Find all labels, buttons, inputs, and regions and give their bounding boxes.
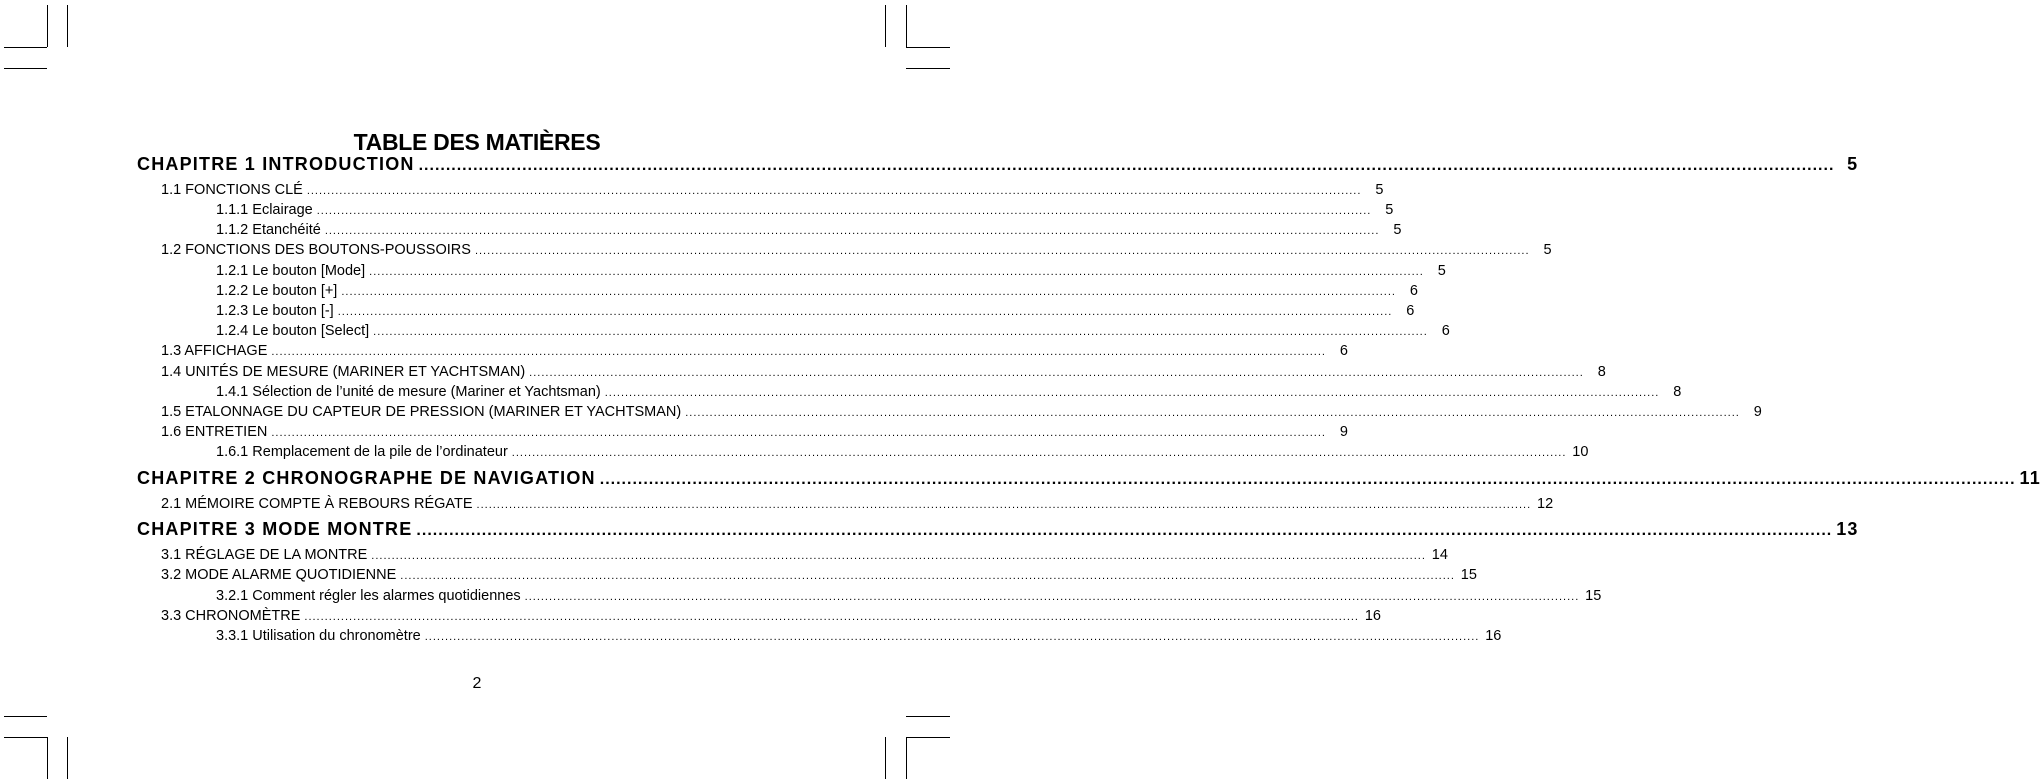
toc-page: 10 (1572, 444, 1589, 460)
toc-page: 15 (1460, 567, 1477, 583)
crop-mark (4, 68, 47, 69)
toc-label: 1.5 ETALONNAGE DU CAPTEUR DE PRESSION (MARINER ET YACHTSMAN) (161, 404, 682, 420)
toc-label: 2.1 MÉMOIRE COMPTE À REBOURS RÉGATE (161, 496, 473, 512)
toc-label: 1.4 UNITÉS DE MESURE (MARINER ET YACHTSMAN) (161, 364, 526, 380)
toc-leader: .................................................................................................................................................................................................................................................................... (324, 225, 1380, 237)
toc-page: 5 (1437, 263, 1446, 279)
toc-label: 3.2.1 Comment régler les alarmes quotidiennes (216, 588, 521, 604)
toc-page: 16 (1485, 628, 1502, 644)
toc-label: 1.2 FONCTIONS DES BOUTONS-POUSSOIRS (161, 242, 471, 258)
crop-mark (885, 5, 886, 47)
toc-page: 6 (1406, 303, 1415, 319)
toc-subentry[interactable] (216, 443, 1589, 461)
toc-label: CHAPITRE 2 CHRONOGRAPHE DE NAVIGATION (137, 468, 596, 488)
toc-leader: .................................................................................................................................................................................................................................................................... (529, 367, 1584, 379)
toc-leader: .................................................................................................................................................................................................................................................................... (511, 447, 1567, 459)
toc-label: 1.3 AFFICHAGE (161, 343, 268, 359)
toc-page: 9 (1753, 404, 1762, 420)
toc-label: 1.4.1 Sélection de l’unité de mesure (Mariner et Yachtsman) (216, 384, 601, 400)
toc-subentry[interactable] (216, 302, 1415, 320)
toc-leader: .................................................................................................................................................................................................................................................................... (400, 570, 1455, 582)
toc-entry[interactable] (161, 241, 1552, 259)
crop-mark (906, 737, 950, 738)
toc-page: 5 (1375, 182, 1384, 198)
toc-entry[interactable] (161, 342, 1348, 360)
toc-leader: .................................................................................................................................................................................................................................................................... (337, 306, 1393, 318)
toc-subentry[interactable] (216, 627, 1502, 645)
toc-entry[interactable] (161, 423, 1348, 441)
toc-page: 6 (1409, 283, 1418, 299)
toc-chapter-3[interactable] (137, 518, 1859, 540)
toc-label: 1.1.2 Etanchéité (216, 222, 321, 238)
toc-entry[interactable] (161, 546, 1448, 564)
toc-leader: .................................................................................................................................................................................................................................................................... (524, 591, 1580, 603)
toc-page: 6 (1339, 343, 1348, 359)
toc-leader: .................................................................................................................................................................................................................................................................... (271, 427, 1326, 439)
toc-subentry[interactable] (216, 262, 1446, 280)
toc-label: 1.1 FONCTIONS CLÉ (161, 182, 303, 198)
crop-mark (67, 737, 68, 779)
toc-leader: .................................................................................................................................................................................................................................................................... (474, 245, 1530, 257)
toc-page: 9 (1339, 424, 1348, 440)
toc-page: 5 (1385, 202, 1394, 218)
crop-mark (906, 47, 950, 48)
toc-leader: .................................................................................................................................................................................................................................................................... (476, 499, 1532, 511)
toc-label: 1.2.2 Le bouton [+] (216, 283, 338, 299)
toc-leader: .................................................................................................................................................................................................................................................................... (271, 346, 1326, 358)
toc-label: CHAPITRE 3 MODE MONTRE (137, 519, 413, 539)
toc-label: 3.3 CHRONOMÈTRE (161, 608, 301, 624)
toc-leader: .................................................................................................................................................................................................................................................................... (416, 522, 1833, 539)
crop-mark (47, 5, 48, 47)
toc-label: 1.2.3 Le bouton [-] (216, 303, 334, 319)
toc-leader: .................................................................................................................................................................................................................................................................... (604, 387, 1660, 399)
toc-page: 12 (1537, 496, 1554, 512)
toc-page: 5 (1543, 242, 1552, 258)
toc-leader: .................................................................................................................................................................................................................................................................... (599, 471, 2016, 488)
crop-mark (906, 5, 907, 47)
toc-leader: .................................................................................................................................................................................................................................................................... (418, 157, 1835, 174)
crop-mark (906, 68, 950, 69)
toc-entry[interactable] (161, 181, 1384, 199)
toc-chapter-1[interactable] (137, 153, 1859, 175)
toc-page: 8 (1673, 384, 1682, 400)
toc-page: 13 (1836, 519, 1859, 539)
toc-label: 3.1 RÉGLAGE DE LA MONTRE (161, 547, 368, 563)
toc-subentry[interactable] (216, 282, 1418, 300)
toc-subentry[interactable] (216, 383, 1682, 401)
toc-leader: .................................................................................................................................................................................................................................................................... (316, 205, 1372, 217)
toc-page: 11 (2019, 468, 2041, 488)
crop-mark (906, 737, 907, 779)
toc-leader: .................................................................................................................................................................................................................................................................... (371, 550, 1426, 562)
toc-subentry[interactable] (216, 587, 1602, 605)
toc-subentry[interactable] (216, 221, 1402, 239)
toc-page: 5 (1847, 154, 1859, 174)
crop-mark (4, 47, 47, 48)
toc-leader: .................................................................................................................................................................................................................................................................... (369, 266, 1424, 278)
toc-page: 16 (1364, 608, 1381, 624)
toc-leader: .................................................................................................................................................................................................................................................................... (424, 631, 1480, 643)
crop-mark (47, 737, 48, 779)
crop-mark (67, 5, 68, 47)
toc-label: 3.2 MODE ALARME QUOTIDIENNE (161, 567, 397, 583)
toc-subentry[interactable] (216, 201, 1394, 219)
toc-page: 6 (1441, 323, 1450, 339)
toc-entry[interactable] (161, 403, 1762, 421)
toc-label: 3.3.1 Utilisation du chronomètre (216, 628, 421, 644)
toc-label: 1.2.4 Le bouton [Select] (216, 323, 370, 339)
toc-page: 5 (1393, 222, 1402, 238)
toc-label: 1.6 ENTRETIEN (161, 424, 268, 440)
toc-page: 14 (1431, 547, 1448, 563)
toc-chapter-2[interactable] (137, 467, 2041, 489)
toc-leader: .................................................................................................................................................................................................................................................................... (304, 611, 1359, 623)
toc-entry[interactable] (161, 495, 1554, 513)
toc-label: 1.2.1 Le bouton [Mode] (216, 263, 366, 279)
toc-leader: .................................................................................................................................................................................................................................................................... (306, 185, 1362, 197)
toc-leader: .................................................................................................................................................................................................................................................................... (341, 286, 1396, 298)
toc-label: 1.1.1 Eclairage (216, 202, 313, 218)
toc-leader: .................................................................................................................................................................................................................................................................... (685, 407, 1740, 419)
toc-entry[interactable] (161, 566, 1477, 584)
toc-label: CHAPITRE 1 INTRODUCTION (137, 154, 415, 174)
crop-mark (4, 716, 47, 717)
crop-mark (906, 716, 950, 717)
toc-leader: .................................................................................................................................................................................................................................................................... (373, 326, 1428, 338)
toc-entry[interactable] (161, 363, 1606, 381)
page-number: 2 (472, 675, 482, 692)
toc-label: 1.6.1 Remplacement de la pile de l’ordinateur (216, 444, 508, 460)
crop-mark (4, 737, 47, 738)
crop-mark (885, 737, 886, 779)
toc-page: 15 (1585, 588, 1602, 604)
page-title: TABLE DES MATIÈRES (353, 129, 601, 156)
toc-subentry[interactable] (216, 322, 1450, 340)
toc-entry[interactable] (161, 607, 1381, 625)
toc-page: 8 (1597, 364, 1606, 380)
